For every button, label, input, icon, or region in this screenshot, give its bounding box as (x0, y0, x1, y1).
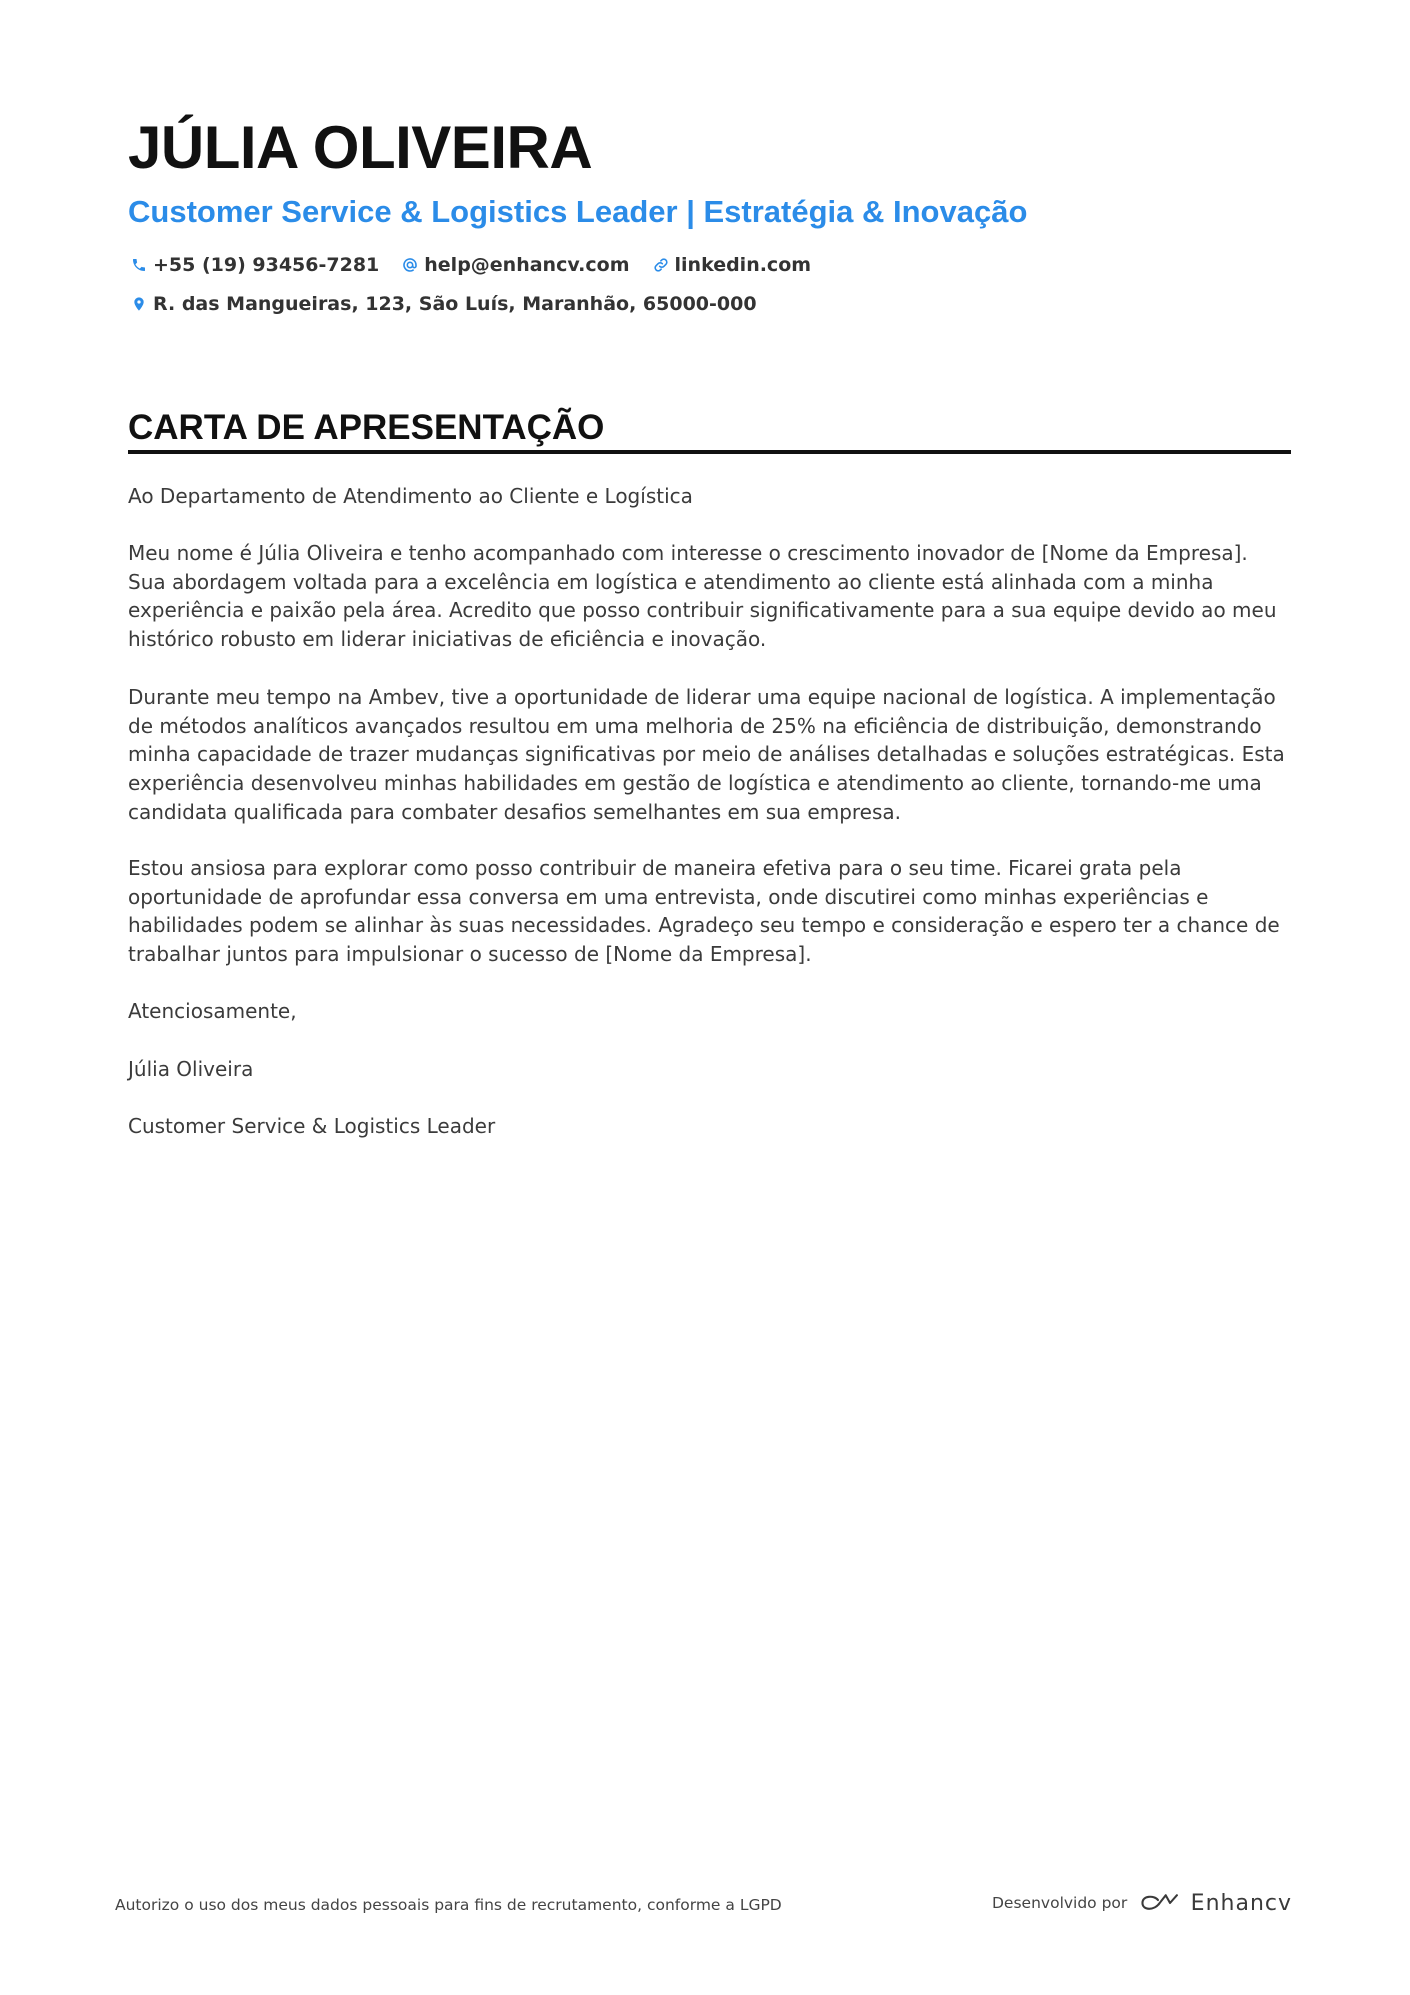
section-title: CARTA DE APRESENTAÇÃO (128, 408, 605, 447)
phone-text: +55 (19) 93456-7281 (153, 254, 380, 276)
paragraph-text: Estou ansiosa para explorar como posso contribuir de maneira efetiva para o seu time. Ficarei grata pela oportunidade de aprofundar essa conversa em uma entrevista, onde discutirei como minhas experiências e habilidades podem se alinhar às suas necessidades. Agradeço seu tempo e consideração e espero ter a chance de trabalhar juntos para impulsionar o sucesso de [Nome da Empresa]. (128, 856, 1280, 967)
contact-address (128, 293, 757, 315)
contact-email[interactable] (399, 254, 629, 276)
greeting-text: Ao Departamento de Atendimento ao Cliente e Logística (128, 484, 693, 508)
closing-text: Atenciosamente, (128, 999, 297, 1023)
signature-title-text: Customer Service & Logistics Leader (128, 1114, 496, 1138)
powered-by-label: Desenvolvido por (992, 1894, 1128, 1912)
powered-by[interactable] (992, 1887, 1292, 1919)
candidate-headline: Customer Service & Logistics Leader | Estratégia & Inovação (128, 194, 1028, 229)
candidate-name: JÚLIA OLIVEIRA (128, 114, 593, 181)
address-text: R. das Mangueiras, 123, São Luís, Maranhão, 65000-000 (153, 293, 757, 315)
location-pin-icon (128, 293, 150, 315)
section-divider (128, 450, 1291, 454)
link-icon (650, 254, 672, 276)
contact-phone (128, 254, 379, 276)
paragraph-text: Meu nome é Júlia Oliveira e tenho acompanhado com interesse o crescimento inovador de [Nome da Empresa]. Sua abordagem voltada para a excelência em logística e atendimento ao cliente está alinhada com a minha experiência e paixão pela área. Acredito que posso contribuir significativamente para a sua equipe devido ao meu histórico robusto em liderar iniciativas de eficiência e inovação. (128, 541, 1277, 652)
email-text: help@enhancv.com (424, 254, 630, 276)
signature-name (128, 1055, 1291, 1084)
letter-paragraph (128, 683, 1291, 827)
letter-closing (128, 997, 1291, 1026)
lgpd-consent-note: Autorizo o uso dos meus dados pessoais para fins de recrutamento, conforme a LGPD (115, 1896, 782, 1914)
address-row (128, 293, 777, 315)
at-icon (399, 254, 421, 276)
signature-title (128, 1112, 1291, 1141)
signature-name-text: Júlia Oliveira (128, 1057, 254, 1081)
contact-link[interactable] (650, 254, 812, 276)
letter-greeting (128, 482, 1291, 511)
contact-row (128, 254, 831, 276)
paragraph-text: Durante meu tempo na Ambev, tive a oportunidade de liderar uma equipe nacional de logística. A implementação de métodos analíticos avançados resultou em uma melhoria de 25% na eficiência de distribuição, demonstrando minha capacidade de trazer mudanças significativas por meio de análises detalhadas e soluções estratégicas. Esta experiência desenvolveu minhas habilidades em gestão de logística e atendimento ao cliente, tornando-me uma candidata qualificada para combater desafios semelhantes em sua empresa. (128, 685, 1285, 824)
letter-paragraph (128, 854, 1291, 969)
letter-paragraph (128, 539, 1291, 654)
enhancv-logo-icon (1139, 1890, 1180, 1916)
phone-icon (128, 254, 150, 276)
link-text: linkedin.com (674, 254, 812, 276)
brand-name: Enhancv (1190, 1890, 1292, 1916)
